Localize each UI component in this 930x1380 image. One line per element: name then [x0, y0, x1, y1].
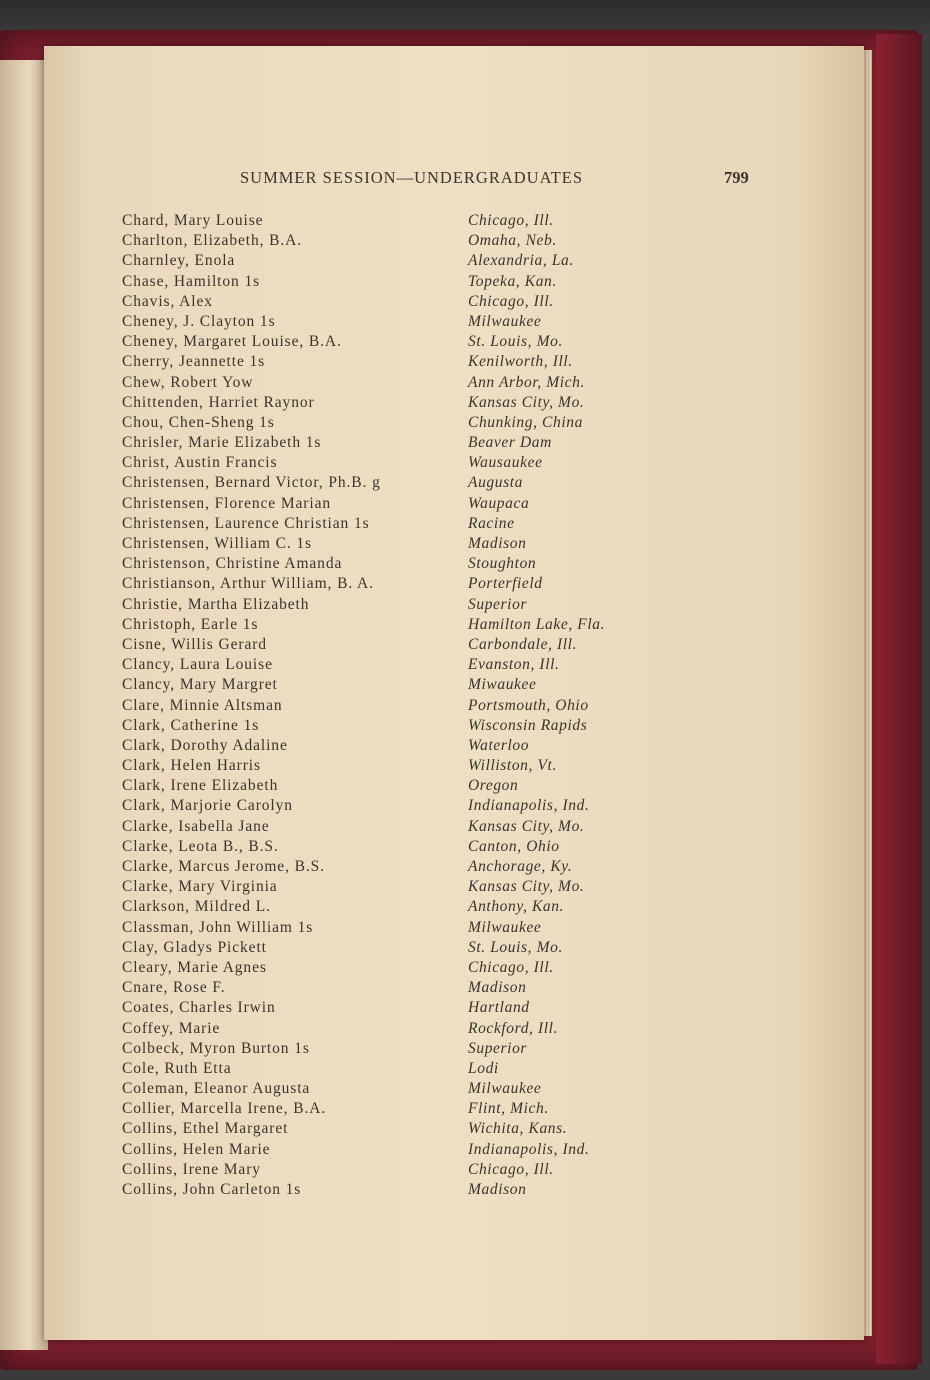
- list-item: [122, 1100, 682, 1120]
- student-name: Christoph, Earle 1s: [122, 615, 259, 633]
- list-item: [122, 616, 682, 636]
- list-item: [122, 676, 682, 696]
- student-name: Cheney, Margaret Louise, B.A.: [122, 333, 342, 351]
- list-item: [122, 374, 682, 394]
- list-item: [122, 737, 682, 757]
- list-item: [122, 858, 682, 878]
- student-name: Coates, Charles Irwin: [122, 999, 276, 1017]
- list-item: [122, 777, 682, 797]
- hometown: Flint, Mich.: [468, 1100, 549, 1118]
- student-name: Coleman, Eleanor Augusta: [122, 1080, 311, 1098]
- list-item: [122, 898, 682, 918]
- student-name: Clark, Irene Elizabeth: [122, 777, 279, 795]
- student-name: Christensen, William C. 1s: [122, 535, 312, 552]
- student-name: Christensen, Bernard Victor, Ph.B. g: [122, 474, 381, 492]
- student-name: Charlton, Elizabeth, B.A.: [122, 232, 303, 250]
- hometown: Portsmouth, Ohio: [468, 696, 589, 714]
- facing-page-edge: [0, 60, 48, 1350]
- list-item: [122, 818, 682, 838]
- list-item: [122, 414, 682, 434]
- student-name: Chew, Robert Yow: [122, 373, 254, 391]
- hometown: St. Louis, Mo.: [468, 333, 563, 351]
- student-name: Cheney, J. Clayton 1s: [122, 312, 276, 330]
- hometown: Superior: [468, 1039, 528, 1057]
- cover-edge: [876, 34, 922, 1364]
- list-item: [122, 212, 682, 232]
- hometown: Indianapolis, Ind.: [468, 797, 590, 815]
- student-name: Collins, Helen Marie: [122, 1140, 271, 1158]
- hometown: Chicago, Ill.: [468, 292, 554, 310]
- student-name: Christianson, Arthur William, B. A.: [122, 575, 374, 593]
- student-name: Chase, Hamilton 1s: [122, 272, 261, 290]
- hometown: Carbondale, Ill.: [468, 635, 578, 653]
- student-name: Cisne, Willis Gerard: [122, 635, 267, 653]
- hometown: Hartland: [468, 999, 530, 1017]
- list-item: [122, 1040, 682, 1060]
- student-name: Clarke, Leota B., B.S.: [122, 837, 279, 855]
- list-item: [122, 656, 682, 676]
- hometown: Wisconsin Rapids: [468, 716, 588, 734]
- student-name: Clancy, Mary Margret: [122, 676, 278, 694]
- student-name: Classman, John William 1s: [122, 918, 314, 936]
- student-name: Clarke, Marcus Jerome, B.S.: [122, 858, 325, 875]
- list-item: [122, 333, 682, 353]
- list-item: [122, 878, 682, 898]
- list-item: [122, 434, 682, 454]
- hometown: Madison: [468, 979, 527, 997]
- list-item: [122, 999, 682, 1019]
- hometown: Kenilworth, Ill.: [468, 353, 573, 371]
- hometown: Porterfield: [468, 575, 543, 593]
- list-item: [122, 252, 682, 272]
- hometown: Omaha, Neb.: [468, 232, 557, 250]
- student-name: Chavis, Alex: [122, 292, 213, 310]
- list-item: [122, 353, 682, 373]
- hometown: Ann Arbor, Mich.: [468, 373, 585, 391]
- list-item: [122, 273, 682, 293]
- list-item: [122, 232, 682, 252]
- student-name: Clarkson, Mildred L.: [122, 898, 271, 916]
- hometown: Anchorage, Ky.: [468, 858, 573, 875]
- hometown: Stoughton: [468, 555, 537, 573]
- list-item: [122, 515, 682, 535]
- student-name: Christie, Martha Elizabeth: [122, 595, 310, 613]
- student-name: Christ, Austin Francis: [122, 454, 278, 472]
- hometown: Williston, Vt.: [468, 757, 557, 775]
- hometown: Chicago, Ill.: [468, 1160, 554, 1178]
- list-item: [122, 575, 682, 595]
- student-name: Christensen, Laurence Christian 1s: [122, 514, 370, 532]
- hometown: Topeka, Kan.: [468, 272, 557, 290]
- list-item: [122, 293, 682, 313]
- hometown: Beaver Dam: [468, 434, 552, 452]
- student-name: Collins, John Carleton 1s: [122, 1181, 302, 1198]
- student-name: Clark, Marjorie Carolyn: [122, 797, 293, 815]
- hometown: Milwaukee: [468, 1080, 542, 1098]
- list-item: [122, 555, 682, 575]
- list-item: [122, 1060, 682, 1080]
- hometown: Milwaukee: [468, 918, 542, 936]
- running-head: SUMMER SESSION—UNDERGRADUATES: [240, 168, 583, 187]
- student-name: Chittenden, Harriet Raynor: [122, 393, 315, 411]
- list-item: [122, 474, 682, 494]
- hometown: Indianapolis, Ind.: [468, 1140, 590, 1158]
- list-item: [122, 697, 682, 717]
- hometown: St. Louis, Mo.: [468, 938, 563, 956]
- hometown: Lodi: [468, 1059, 499, 1077]
- student-name: Clark, Helen Harris: [122, 757, 261, 775]
- list-item: [122, 939, 682, 959]
- list-item: [122, 1080, 682, 1100]
- student-name: Christenson, Christine Amanda: [122, 555, 343, 573]
- student-name: Clancy, Laura Louise: [122, 656, 273, 674]
- student-name: Collins, Ethel Margaret: [122, 1120, 289, 1138]
- list-item: [122, 495, 682, 515]
- hometown: Alexandria, La.: [468, 252, 574, 270]
- hometown: Anthony, Kan.: [468, 898, 565, 916]
- student-name: Cleary, Marie Agnes: [122, 958, 267, 976]
- hometown: Miwaukee: [468, 676, 537, 694]
- list-item: [122, 636, 682, 656]
- hometown: Waupaca: [468, 494, 530, 512]
- student-name: Clark, Catherine 1s: [122, 716, 260, 734]
- hometown: Wichita, Kans.: [468, 1120, 568, 1138]
- hometown: Evanston, Ill.: [468, 656, 560, 674]
- student-name: Cnare, Rose F.: [122, 979, 226, 997]
- list-item: [122, 919, 682, 939]
- hometown: Kansas City, Mo.: [468, 878, 585, 896]
- student-name: Cherry, Jeannette 1s: [122, 353, 266, 371]
- list-item: [122, 959, 682, 979]
- student-name: Clay, Gladys Pickett: [122, 938, 267, 956]
- list-item: [122, 1181, 682, 1201]
- list-item: [122, 1161, 682, 1181]
- hometown: Oregon: [468, 777, 519, 795]
- student-name: Chrisler, Marie Elizabeth 1s: [122, 434, 322, 452]
- list-item: [122, 979, 682, 999]
- hometown: Wausaukee: [468, 454, 543, 472]
- hometown: Hamilton Lake, Fla.: [468, 615, 606, 633]
- hometown: Chicago, Ill.: [468, 958, 554, 976]
- student-name: Collins, Irene Mary: [122, 1160, 261, 1178]
- list-item: [122, 1020, 682, 1040]
- hometown: Chicago, Ill.: [468, 212, 554, 229]
- student-name: Charnley, Enola: [122, 252, 236, 270]
- hometown: Canton, Ohio: [468, 837, 560, 855]
- list-item: [122, 838, 682, 858]
- list-item: [122, 454, 682, 474]
- hometown: Rockford, Ill.: [468, 1019, 559, 1037]
- student-name: Cole, Ruth Etta: [122, 1059, 232, 1077]
- list-item: [122, 797, 682, 817]
- list-item: [122, 596, 682, 616]
- hometown: Superior: [468, 595, 528, 613]
- student-name: Chou, Chen-Sheng 1s: [122, 413, 275, 431]
- hometown: Chunking, China: [468, 413, 583, 431]
- list-item: [122, 717, 682, 737]
- hometown: Kansas City, Mo.: [468, 393, 585, 411]
- student-name: Clare, Minnie Altsman: [122, 696, 283, 714]
- hometown: Racine: [468, 514, 515, 532]
- hometown: Madison: [468, 1181, 527, 1198]
- list-item: [122, 535, 682, 555]
- student-name: Coffey, Marie: [122, 1019, 221, 1037]
- list-item: [122, 313, 682, 333]
- student-name: Christensen, Florence Marian: [122, 494, 331, 512]
- hometown: Milwaukee: [468, 312, 542, 330]
- list-item: [122, 394, 682, 414]
- page-number: 799: [724, 168, 749, 187]
- student-list: [122, 212, 682, 1201]
- hometown: Kansas City, Mo.: [468, 817, 585, 835]
- student-name: Collier, Marcella Irene, B.A.: [122, 1100, 327, 1118]
- student-name: Clark, Dorothy Adaline: [122, 736, 288, 754]
- hometown: Augusta: [468, 474, 524, 492]
- list-item: [122, 1141, 682, 1161]
- hometown: Waterloo: [468, 736, 530, 754]
- student-name: Colbeck, Myron Burton 1s: [122, 1039, 310, 1057]
- list-item: [122, 1120, 682, 1140]
- hometown: Madison: [468, 535, 527, 552]
- list-item: [122, 757, 682, 777]
- student-name: Chard, Mary Louise: [122, 212, 264, 229]
- student-name: Clarke, Mary Virginia: [122, 878, 278, 896]
- student-name: Clarke, Isabella Jane: [122, 817, 270, 835]
